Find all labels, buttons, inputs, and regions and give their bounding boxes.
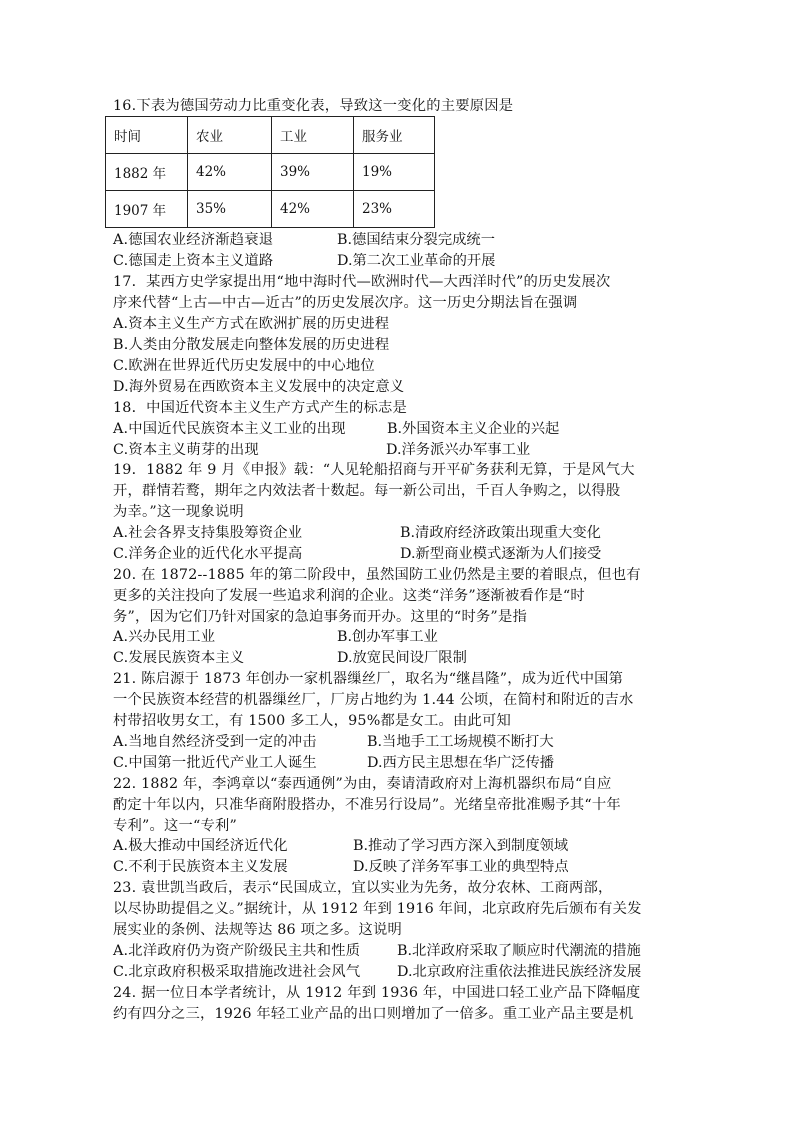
- table-cell: 1907 年: [106, 191, 188, 228]
- q23-stem-line: 展实业的条例、法规等达 86 项之多。这说明: [113, 922, 403, 938]
- q19-option-c: C.洋务企业的近代化水平提高: [113, 546, 303, 562]
- q21-option-d: D.西方民主思想在华广泛传播: [367, 755, 555, 771]
- table-header-cell: 时间: [106, 117, 188, 154]
- q21-option-b: B.当地手工工场规模不断打大: [367, 734, 554, 750]
- q19-stem-line: 为幸。”这一现象说明: [113, 504, 244, 520]
- q21-stem-line: 一个民族资本经营的机器缫丝厂，厂房占地约为 1.44 公顷，在简村和附近的吉水: [113, 692, 634, 708]
- q19-option-a: A.社会各界支持集股筹资企业: [113, 525, 303, 541]
- q19-stem-line: 19．1882 年 9 月《申报》载：“人见轮船招商与开平矿务获利无算，于是风气大: [113, 462, 635, 478]
- table-cell: 35%: [188, 191, 272, 228]
- q21-stem-line: 21. 陈启源于 1873 年创办一家机器缫丝厂，取名为“继昌隆”，成为近代中国第: [113, 671, 624, 687]
- labor-table: [105, 116, 435, 228]
- table-header-cell: 工业: [272, 117, 354, 154]
- table-cell: 42%: [272, 191, 354, 228]
- q17-option-d: D.海外贸易在西欧资本主义发展中的决定意义: [113, 379, 405, 395]
- q20-option-d: D.放宽民间设厂限制: [337, 650, 467, 666]
- q22-stem-line: 酌定十年以内，只准华商附股搭办，不准另行设局”。光绪皇帝批准赐予其“十年: [113, 797, 621, 813]
- table-cell: 42%: [188, 154, 272, 191]
- q20-option-b: B.创办军事工业: [337, 629, 438, 645]
- q20-stem-line: 更多的关注投向了发展一些追求利润的企业。这类“洋务”逐渐被看作是“时: [113, 588, 585, 604]
- q23-option-c: C.北京政府积极采取措施改进社会风气: [113, 964, 361, 980]
- q22-option-a: A.极大推动中国经济近代化: [113, 838, 288, 854]
- q19-option-b: B.清政府经济政策出现重大变化: [400, 525, 601, 541]
- q20-stem-line: 20. 在 1872--1885 年的第二阶段中，虽然国防工业仍然是主要的着眼点，但也有: [113, 567, 641, 583]
- q16-option-c: C.德国走上资本主义道路: [113, 253, 274, 269]
- table-cell: 1882 年: [106, 154, 188, 191]
- q23-stem-line: 23. 袁世凯当政后，表示“民国成立，宜以实业为先务，故分农林、工商两部，: [113, 880, 613, 896]
- table-header-cell: 农业: [188, 117, 272, 154]
- q18-option-d: D.洋务派兴办军事工业: [386, 442, 531, 458]
- table-row: [106, 191, 435, 228]
- q22-option-b: B.推动了学习西方深入到制度领域: [353, 838, 569, 854]
- q22-stem-line: 专利”。这一“专利”: [113, 818, 238, 834]
- q18-option-c: C.资本主义萌芽的出现: [113, 442, 259, 458]
- q20-option-a: A.兴办民用工业: [113, 629, 216, 645]
- table-cell: 39%: [272, 154, 354, 191]
- table-row: [106, 154, 435, 191]
- q18-option-b: B.外国资本主义企业的兴起: [387, 421, 560, 437]
- q22-stem-line: 22. 1882 年，李鸿章以“泰西通例”为由，奏请清政府对上海机器织布局“自应: [113, 776, 612, 792]
- table-header-cell: 服务业: [354, 117, 435, 154]
- q21-option-c: C.中国第一批近代产业工人诞生: [113, 755, 317, 771]
- q23-option-a: A.北洋政府仍为资产阶级民主共和性质: [113, 943, 361, 959]
- q17-stem-line: 序来代替“上古—中古—近古”的历史发展次序。这一历史分期法旨在强调: [113, 295, 578, 311]
- q22-option-c: C.不利于民族资本主义发展: [113, 859, 288, 875]
- q17-option-b: B.人类由分散发展走向整体发展的历史进程: [113, 337, 390, 353]
- q16-option-b: B.德国结束分裂完成统一: [337, 232, 496, 248]
- q20-stem-line: 务”，因为它们乃针对国家的急迫事务而开办。这里的“时务”是指: [113, 609, 527, 625]
- q21-option-a: A.当地自然经济受到一定的冲击: [113, 734, 317, 750]
- table-cell: 19%: [354, 154, 435, 191]
- q19-option-d: D.新型商业模式逐渐为人们接受: [400, 546, 602, 562]
- q17-option-a: A.资本主义生产方式在欧洲扩展的历史进程: [113, 316, 390, 332]
- q23-stem-line: 以尽协助提倡之义。”据统计，从 1912 年到 1916 年间，北京政府先后颁布有关发: [113, 901, 642, 917]
- q17-option-c: C.欧洲在世界近代历史发展中的中心地位: [113, 358, 375, 374]
- q20-option-c: C.发展民族资本主义: [113, 650, 245, 666]
- q24-stem-line: 24. 据一位日本学者统计，从 1912 年到 1936 年，中国进口轻工业产品下降幅度: [113, 985, 641, 1001]
- q19-stem-line: 开，群情若鹜，期年之内效法者十数起。每一新公司出，千百人争购之，以得股: [113, 483, 621, 499]
- q23-option-d: D.北京政府注重依法推进民族经济发展: [397, 964, 642, 980]
- q23-option-b: B.北洋政府采取了顺应时代潮流的措施: [397, 943, 641, 959]
- q24-stem-line: 约有四分之三，1926 年轻工业产品的出口则增加了一倍多。重工业产品主要是机: [113, 1006, 634, 1022]
- q18-stem: 18．中国近代资本主义生产方式产生的标志是: [113, 400, 408, 416]
- q22-option-d: D.反映了洋务军事工业的典型特点: [353, 859, 569, 875]
- q16-option-a: A.德国农业经济渐趋衰退: [113, 232, 274, 248]
- table-header-row: [106, 117, 435, 154]
- q16-option-d: D.第二次工业革命的开展: [337, 253, 496, 269]
- q18-option-a: A.中国近代民族资本主义工业的出现: [113, 421, 346, 437]
- q16-stem: 16.下表为德国劳动力比重变化表，导致这一变化的主要原因是: [113, 98, 514, 114]
- table-cell: 23%: [354, 191, 435, 228]
- q21-stem-line: 村带招收男女工，有 1500 多工人，95%都是女工。由此可知: [113, 713, 511, 729]
- q17-stem-line: 17．某西方史学家提出用“地中海时代—欧洲时代—大西洋时代”的历史发展次: [113, 274, 611, 290]
